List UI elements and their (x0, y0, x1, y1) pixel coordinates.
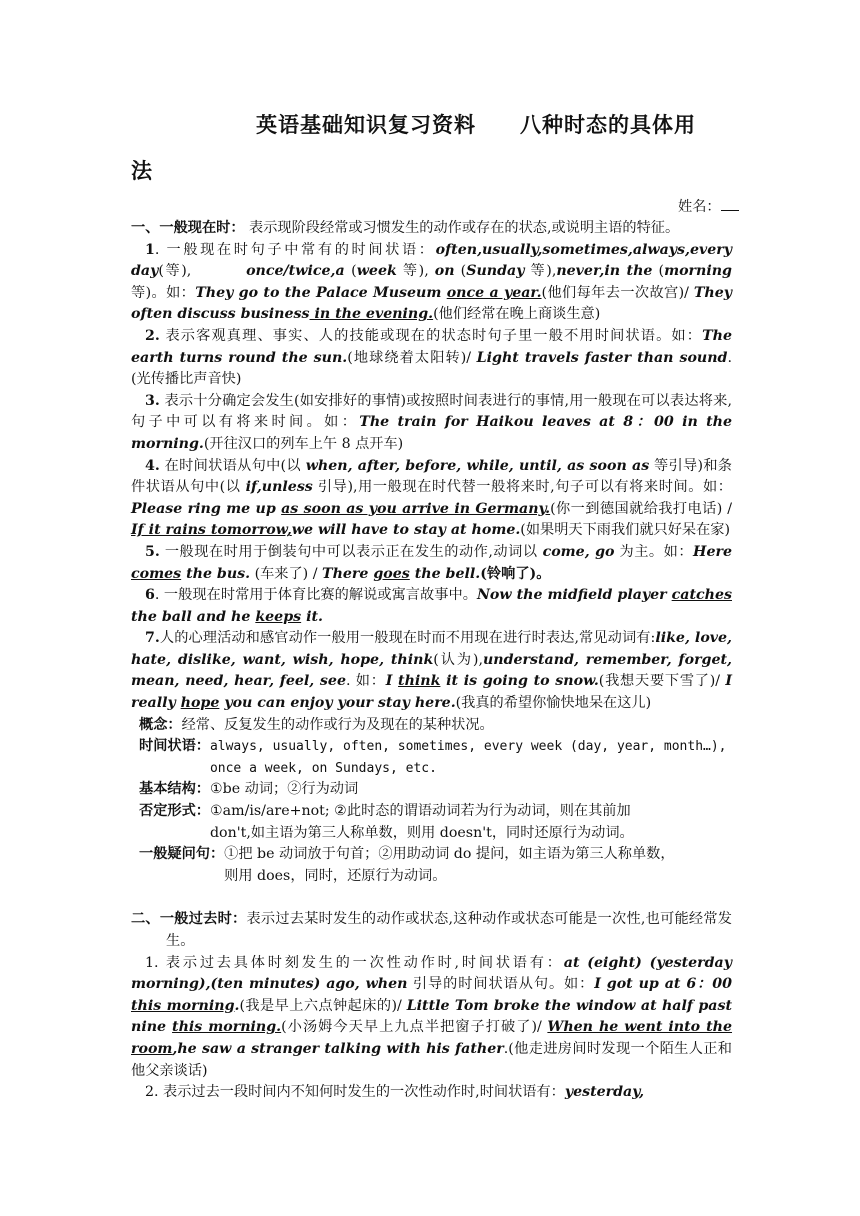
s2-point-1: 1. 表示过去具体时刻发生的一次性动作时,时间状语有：at (eight) (yesterday morning),(ten minutes) ago, when 引导的时间状语从句。如：I got up at 6：00 this morning.(我是早上六点钟起床的)/ Little Tom broke the window at half past nine this morning.(小汤姆今天早上九点半把窗子打破了)/ When he went into the room,he saw a stranger talking with his father.(他走进房间时发现一个陌生人正和他父亲谈话) (131, 954, 733, 1079)
s2-point-2: 2. 表示过去一段时间内不知何时发生的一次性动作时,时间状语有：yesterday, (145, 1084, 645, 1101)
s1-point-6: 6. 一般现在时常用于体育比赛的解说或寓言故事中。Now the midfield player catches the ball and he keeps it. (131, 587, 732, 625)
question-form-row: 一般疑问句： ①把 be 动词放于句首；②用助动词 do 提问，如主语为第三人称单数， 则用 does，同时，还原行为动词。 (139, 846, 675, 884)
s1-point-3: 3. 表示十分确定会发生(如安排好的事情)或按照时间表进行的事情,用一般现在可以表达将来,句子中可以有将来时间。如：The train for Haikou leaves at 8：00 in the morning.(开往汉口的列车上午 8 点开车) (131, 392, 732, 452)
name-label: 姓名： (678, 199, 721, 215)
structure-row: 基本结构： ①be 动词；②行为动词 (139, 781, 359, 798)
negative-form-row: 否定形式： ①am/is/are+not; ②此时态的谓语动词若为行为动词，则在其前加 don't,如主语为第三人称单数，则用 doesn't，同时还原行为动词。 (139, 803, 634, 841)
concept-row: 概念： 经常、反复发生的动作或行为及现在的某种状况。 (139, 716, 494, 733)
time-adverbial-row: 时间状语： always, usually, often, sometimes, every week (day, year, month…), once a week, on Sundays, etc. (139, 738, 727, 776)
s1-summary (139, 715, 732, 888)
s1-point-7: 7.人的心理活动和感官动作一般用一般现在时而不用现在进行时表达,常见动词有:like, love, hate, dislike, want, wish, hope, think(认为),understand, remember, forget, mean, need, hear, feel, see. 如：I think it is going to snow.(我想天要下雪了)/ I really hope you can enjoy your stay here.(我真的希望你愉快地呆在这儿) (131, 630, 732, 712)
s1-point-1: 1. 一般现在时句子中常有的时间状语：often,usually,sometimes,always,every day(等), once/twice,a (week 等), on (Sunday 等),never,in the (morning 等)。如：They go to the Palace Museum once a year.(他们每年去一次故宫)/ They often discuss business in the evening.(他们经常在晚上商谈生意) (131, 241, 732, 323)
s1-point-5: 5. 一般现在时用于倒装句中可以表示正在发生的动作,动词以 come, go 为主。如：Here comes the bus. (车来了) / There goes the bell.(铃响了)。 (131, 543, 732, 582)
s1-point-2: 2. 表示客观真理、事实、人的技能或现在的状态时句子里一般不用时间状语。如：The earth turns round the sun.(地球绕着太阳转)/ Light travels faster than sound.(光传播比声音快) (131, 327, 732, 388)
document-title: 英语基础知识复习资料 八种时态的具体用 (256, 112, 696, 137)
section-1-heading: 一、一般现在时： 表示现阶段经常或习惯发生的动作或存在的状态,或说明主语的特征。 (131, 220, 680, 236)
section-2-heading: 二、一般过去时：表示过去某时发生的动作或状态,这种动作或状态可能是一次性,也可能经常发生。 (131, 911, 732, 949)
name-blank (721, 196, 739, 211)
name-field (678, 196, 739, 219)
document-body (131, 218, 732, 1104)
document-title-continued: 法 (131, 158, 152, 183)
s1-point-4: 4. 在时间状语从句中(以 when, after, before, while, until, as soon as 等引导)和条件状语从句中(以 if,unless 引导),用一般现在时代替一般将来时,句子可以有将来时间。如：Please ring me up as soon as you arrive in Germany.(你一到德国就给我打电话) / If it rains tomorrow,we will have to stay at home.(如果明天下雨我们就只好呆在家) (131, 457, 732, 539)
section-gap (131, 887, 732, 909)
